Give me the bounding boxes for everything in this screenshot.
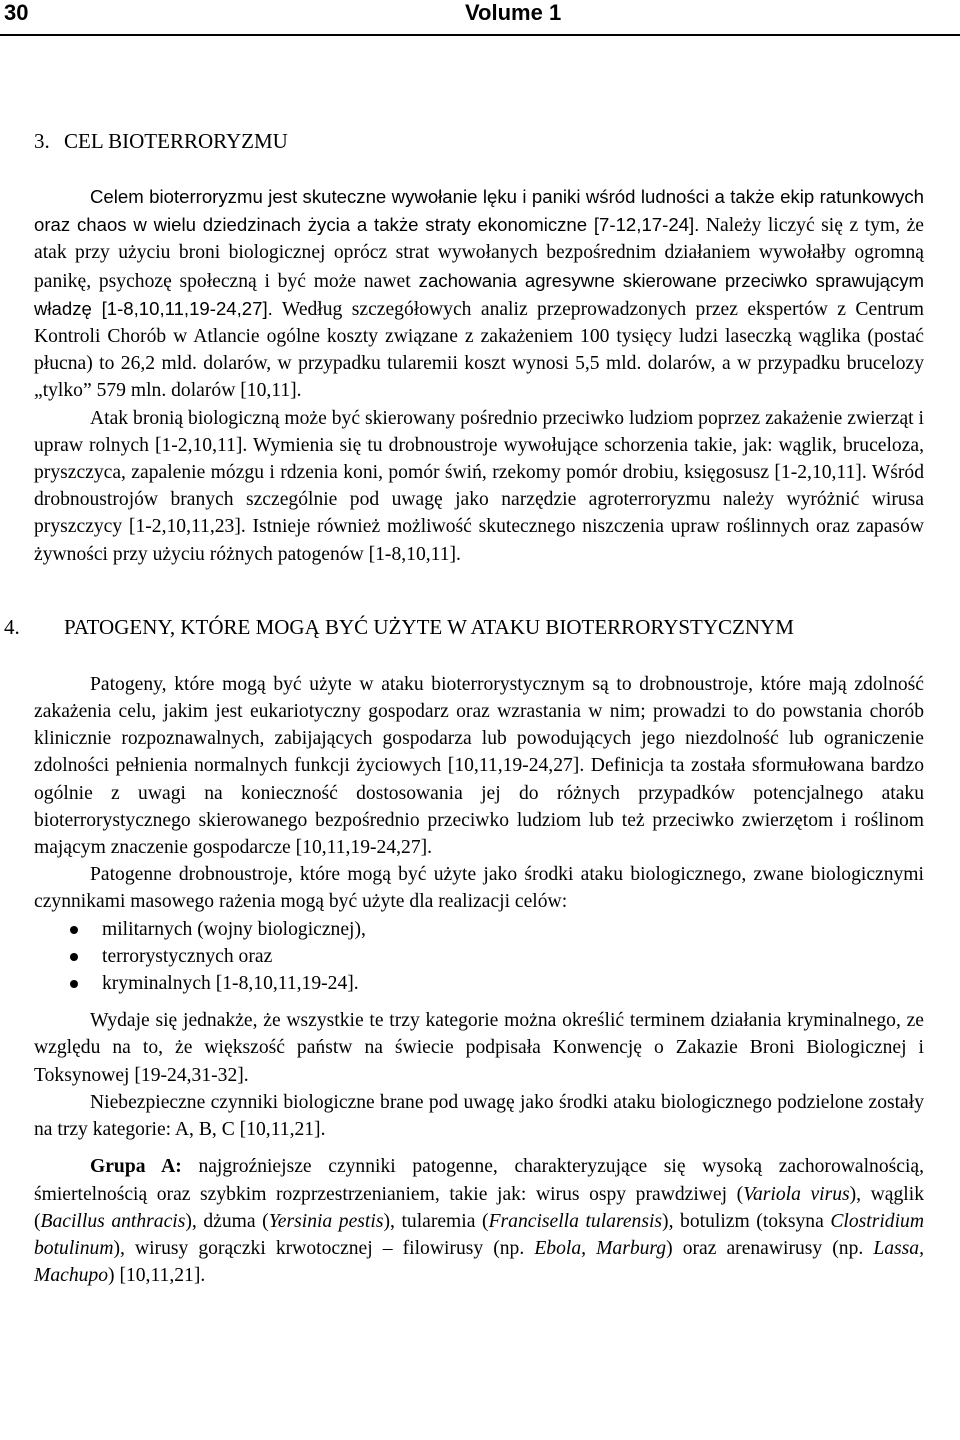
- section-3-number: 3.: [34, 129, 50, 153]
- species-name: Yersinia pestis: [268, 1210, 384, 1232]
- group-a-text: ), wirusy gorączki krwotocznej – filowirusy (np.: [113, 1237, 535, 1259]
- p1-part-d: Według szczegółowych analiz przeprowadzonych przez ekspertów z Centrum Kontroli Chorób w Atlancie ogólne koszty związane z zakażeniem 100 tysięcy ludzi laseczką wąglika (postać płucna) to 26,2 mld. dolarów, w przypadku tularemii koszt wynosi 5,5 mld. dolarów, a w przypadku brucelozy „tylko” 579 mln. dolarów [10,11].: [34, 298, 924, 402]
- header-rule: [0, 34, 960, 36]
- p1-part-a: Celem bioterroryzmu jest skuteczne wywołanie lęku i paniki wśród ludności a także ekip ratunkowych oraz chaos w wielu dziedzinach życia a także straty ekonomiczne [7-12,17-24].: [34, 186, 924, 236]
- page-number: 30: [4, 0, 29, 25]
- section-3-paragraph-1: [34, 183, 924, 405]
- bullet-icon: [70, 926, 78, 934]
- group-a-text: ), wąglik (: [34, 1183, 924, 1232]
- species-name: Lassa, Machupo: [34, 1237, 924, 1287]
- section-3-title: CEL BIOTERRORYZMU: [64, 129, 288, 153]
- section-4-paragraph-2: Patogenne drobnoustroje, które mogą być użyte jako środki ataku biologicznego, zwane biologicznymi czynnikami masowego rażenia mogą być użyte dla realizacji celów:: [34, 864, 924, 913]
- group-a-text: najgroźniejsze czynniki patogenne, charakteryzujące się wysoką zachorowalnością, śmiertelnością oraz szybkim rozprzestrzenianiem, takie jak: wirus ospy prawdziwej (: [34, 1156, 924, 1205]
- list-item: [34, 970, 924, 997]
- purpose-list: [34, 916, 924, 998]
- section-4-paragraph-1: Patogeny, które mogą być użyte w ataku bioterrorystycznym są to drobnoustroje, które mają zdolność zakażenia celu, jakim jest eukariotyczny gospodarz oraz wzrastania w nim; prowadzi to do powstania chorób klinicznie rozpoznawalnych, zabijających gospodarza lub powodujących jego niezdolność lub ograniczenie zdolności pełnienia normalnych funkcji życiowych [10,11,19-24,27]. Definicja ta została sformułowana bardzo ogólnie z uwagi na konieczność dostosowania jej do różnych przypadków potencjalnego ataku bioterrorystycznego skierowanego bezpośrednio przeciwko ludziom lub też przeciwko zwierzętom i roślinom mającym znaczenie gospodarcze [10,11,19-24,27].: [34, 673, 924, 859]
- group-a-paragraph: [34, 1153, 924, 1289]
- species-name: Francisella tularensis: [488, 1210, 663, 1232]
- section-4-paragraph-3: Wydaje się jednakże, że wszystkie te trzy kategorie można określić terminem działania kryminalnego, ze względu na to, że większość państw na świecie podpisała Konwencję o Zakazie Broni Biologicznej i Toksynowej [19-24,31-32].: [34, 1010, 924, 1086]
- p1-part-c: zachowania agresywne skierowane przeciwko sprawującym władzę [1-8,10,11,19-24,27].: [34, 269, 924, 319]
- list-item: [34, 943, 924, 970]
- list-item: [34, 916, 924, 943]
- group-a-text: ) oraz arenawirusy (np.: [666, 1237, 874, 1259]
- group-a-text: ), botulizm (toksyna: [662, 1210, 831, 1232]
- species-name: Bacillus anthracis: [40, 1210, 186, 1232]
- volume-label: Volume 1: [465, 0, 562, 25]
- group-a-text: ), dżuma (: [185, 1210, 269, 1232]
- bullet-icon: [70, 953, 78, 961]
- group-a-label: Grupa A:: [90, 1156, 182, 1178]
- section-4-title: PATOGENY, KTÓRE MOGĄ BYĆ UŻYTE W ATAKU BIOTERRORYSTYCZNYM: [64, 614, 794, 639]
- page-body: [4, 128, 924, 1289]
- bullet-icon: [70, 980, 78, 988]
- section-3-heading: [34, 128, 924, 155]
- list-item-text: militarnych (wojny biologicznej),: [102, 918, 366, 940]
- page-header: [0, 0, 960, 28]
- species-name: Clostridium botulinum: [34, 1210, 924, 1259]
- section-3-paragraph-2: Atak bronią biologiczną może być skierowany pośrednio przeciwko ludziom poprzez zakażenie zwierząt i upraw rolnych [1-2,10,11]. Wymienia się tu drobnoustroje wywołujące schorzenia takie, jak: wąglik, bruceloza, pryszczyca, zapalenie mózgu i rdzenia koni, pomór świń, rzekomy pomór drobiu, księgosusz [1-2,10,11]. Wśród drobnoustrojów branych szczególnie pod uwagę jako narzędzie agroterroryzmu należy wyróżnić wirusa pryszczycy [1-2,10,11,23]. Istnieje również możliwość skutecznego niszczenia upraw roślinnych oraz zapasów żywności przy użyciu różnych patogenów [1-8,10,11].: [34, 407, 924, 565]
- group-a-text: ) [10,11,21].: [108, 1265, 206, 1287]
- list-item-text: kryminalnych [1-8,10,11,19-24].: [102, 973, 359, 995]
- list-item-text: terrorystycznych oraz: [102, 945, 273, 967]
- section-4-number: 4.: [4, 614, 20, 639]
- section-4-paragraph-4: Niebezpieczne czynniki biologiczne brane pod uwagę jako środki ataku biologicznego podzielone zostały na trzy kategorie: A, B, C [10,11,21].: [34, 1091, 924, 1141]
- section-4-heading: [4, 614, 924, 641]
- species-name: Ebola, Marburg: [534, 1237, 667, 1259]
- p1-part-b: Należy liczyć się z tym, że atak przy użyciu broni biologicznej oprócz strat wywołanych bezpośrednim działaniem wywołałby ogromną panikę, psychozę społeczną i być może nawet: [34, 215, 924, 292]
- species-name: Variola virus: [743, 1183, 850, 1205]
- group-a-text: ), tularemia (: [383, 1210, 489, 1232]
